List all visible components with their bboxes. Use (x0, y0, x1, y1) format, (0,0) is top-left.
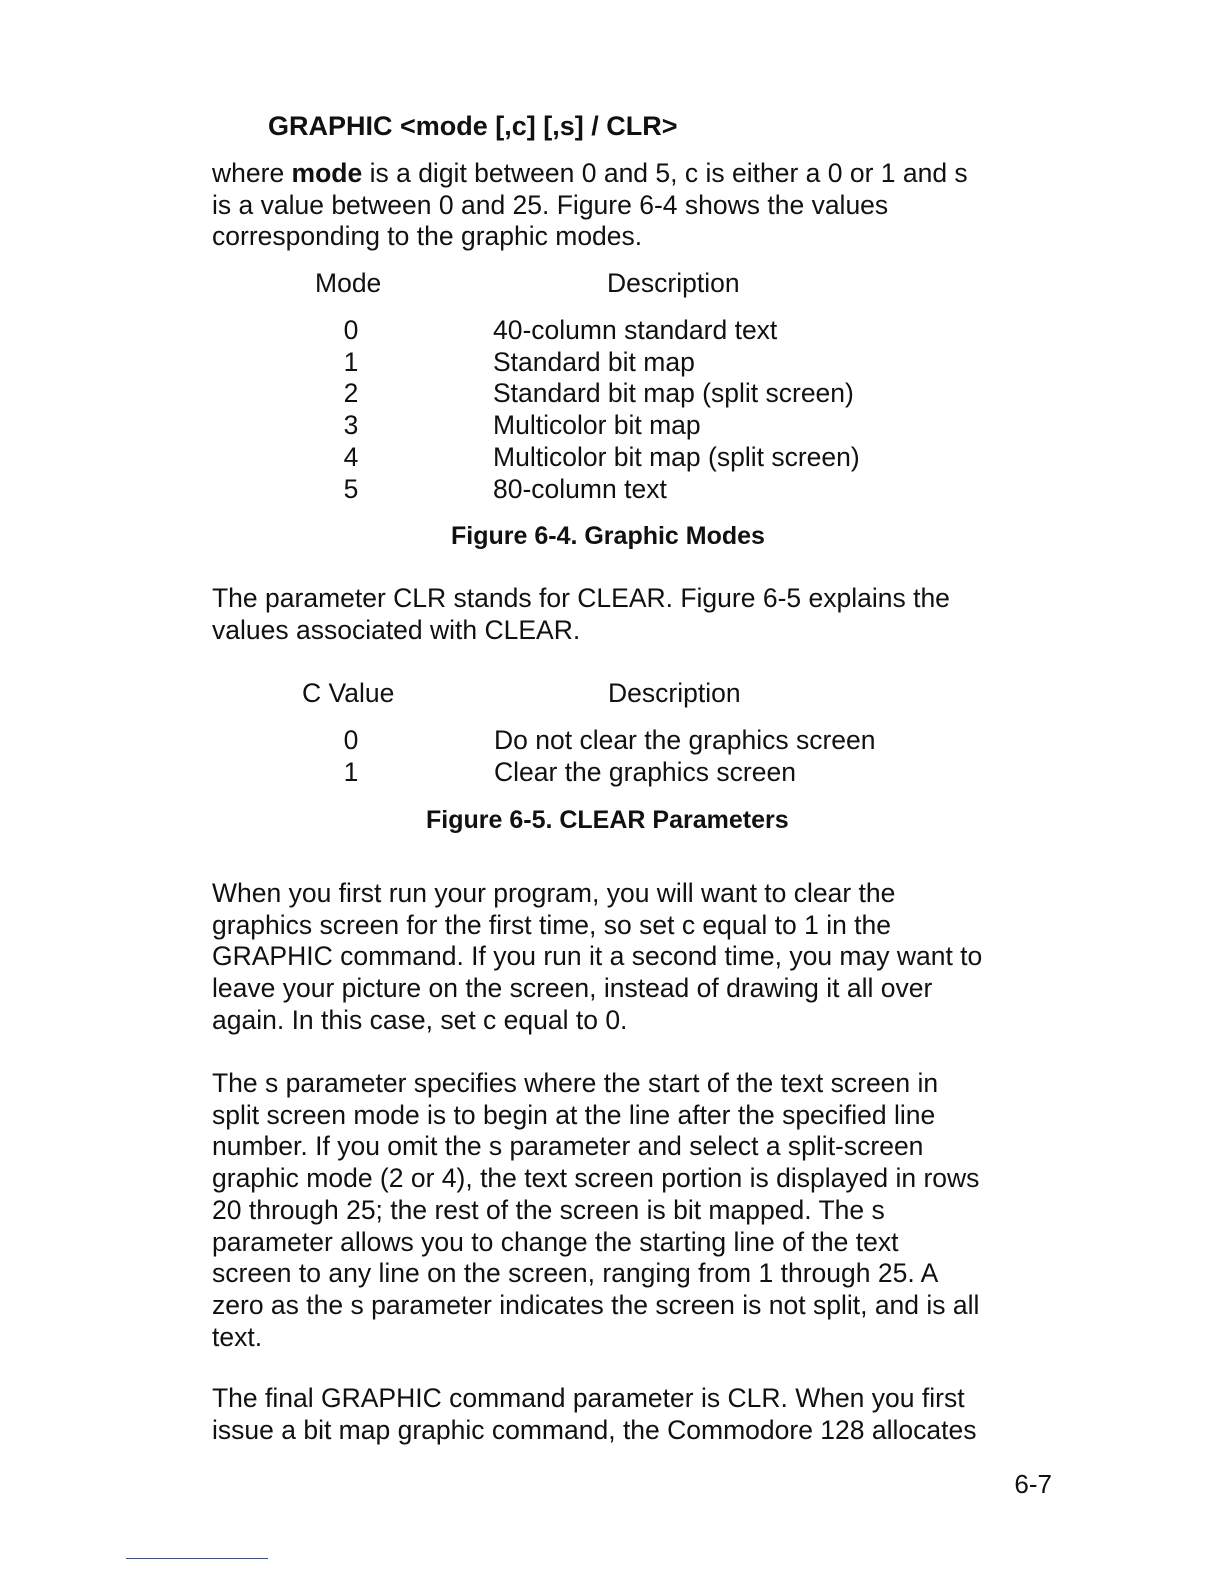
mode-description-header: Description (607, 268, 740, 298)
clr-paragraph: The parameter CLR stands for CLEAR. Figure 6-5 explains the values associated with CLEAR. (212, 583, 950, 645)
c-value: 1 (343, 756, 359, 787)
mode-value: 0 (343, 315, 359, 345)
figure-6-4-caption: Figure 6-4. Graphic Modes (451, 522, 765, 550)
final-paragraph: The final GRAPHIC command parameter is CLR. When you first issue a bit map graphic command, the Commodore 128 allocates (212, 1383, 977, 1445)
mode-value: 5 (343, 473, 359, 504)
mode-description: Multicolor bit map (493, 410, 701, 441)
intro-paragraph (212, 158, 1062, 253)
mode-description: 80-column text (493, 473, 667, 504)
footer-rule (126, 1558, 268, 1559)
mode-value: 3 (343, 410, 359, 441)
intro-text-start: where (212, 158, 292, 188)
clear-description: Clear the graphics screen (494, 756, 796, 787)
c-value: 0 (343, 725, 359, 755)
mode-value: 1 (343, 346, 359, 377)
mode-description: Standard bit map (split screen) (493, 378, 854, 409)
mode-value: 4 (343, 441, 359, 472)
first-run-paragraph: When you first run your program, you will want to clear the graphics screen for the first time, so set c equal to 1 in the GRAPHIC command. If you run it a second time, you may want to leave your picture on the screen, instead of drawing it all over again. In this case, set c equal to 0. (212, 878, 983, 1035)
c-value-column-header: C Value (302, 678, 395, 708)
mode-description: Multicolor bit map (split screen) (493, 441, 860, 472)
clear-description-header: Description (608, 678, 741, 708)
figure-6-5-caption: Figure 6-5. CLEAR Parameters (426, 806, 789, 834)
s-parameter-paragraph: The s parameter specifies where the start of the text screen in split screen mode is to begin at the line after the specified line number. If you omit the s parameter and select a split-screen graphic mode (2 or 4), the text screen portion is displayed in rows 20 through 25; the rest of the screen is bit mapped. The s parameter allows you to change the starting line of the text screen to any line on the screen, ranging from 1 through 25. A zero as the s parameter indicates the screen is not split, and is all text. (212, 1068, 980, 1352)
mode-keyword: mode (291, 158, 363, 188)
graphic-syntax-heading: GRAPHIC <mode [,c] [,s] / CLR> (268, 111, 678, 141)
intro-text-rest: is a digit between 0 and 5, c is either a 0 or 1 and s is a value between 0 and 25. Figure 6-4 shows the values corresponding to the graphic modes. (212, 158, 968, 252)
mode-value: 2 (343, 378, 359, 409)
clear-description: Do not clear the graphics screen (494, 725, 876, 755)
mode-description: 40-column standard text (493, 315, 778, 345)
mode-column-header: Mode (315, 268, 382, 298)
page-number: 6-7 (1014, 1469, 1052, 1499)
mode-description: Standard bit map (493, 346, 695, 377)
